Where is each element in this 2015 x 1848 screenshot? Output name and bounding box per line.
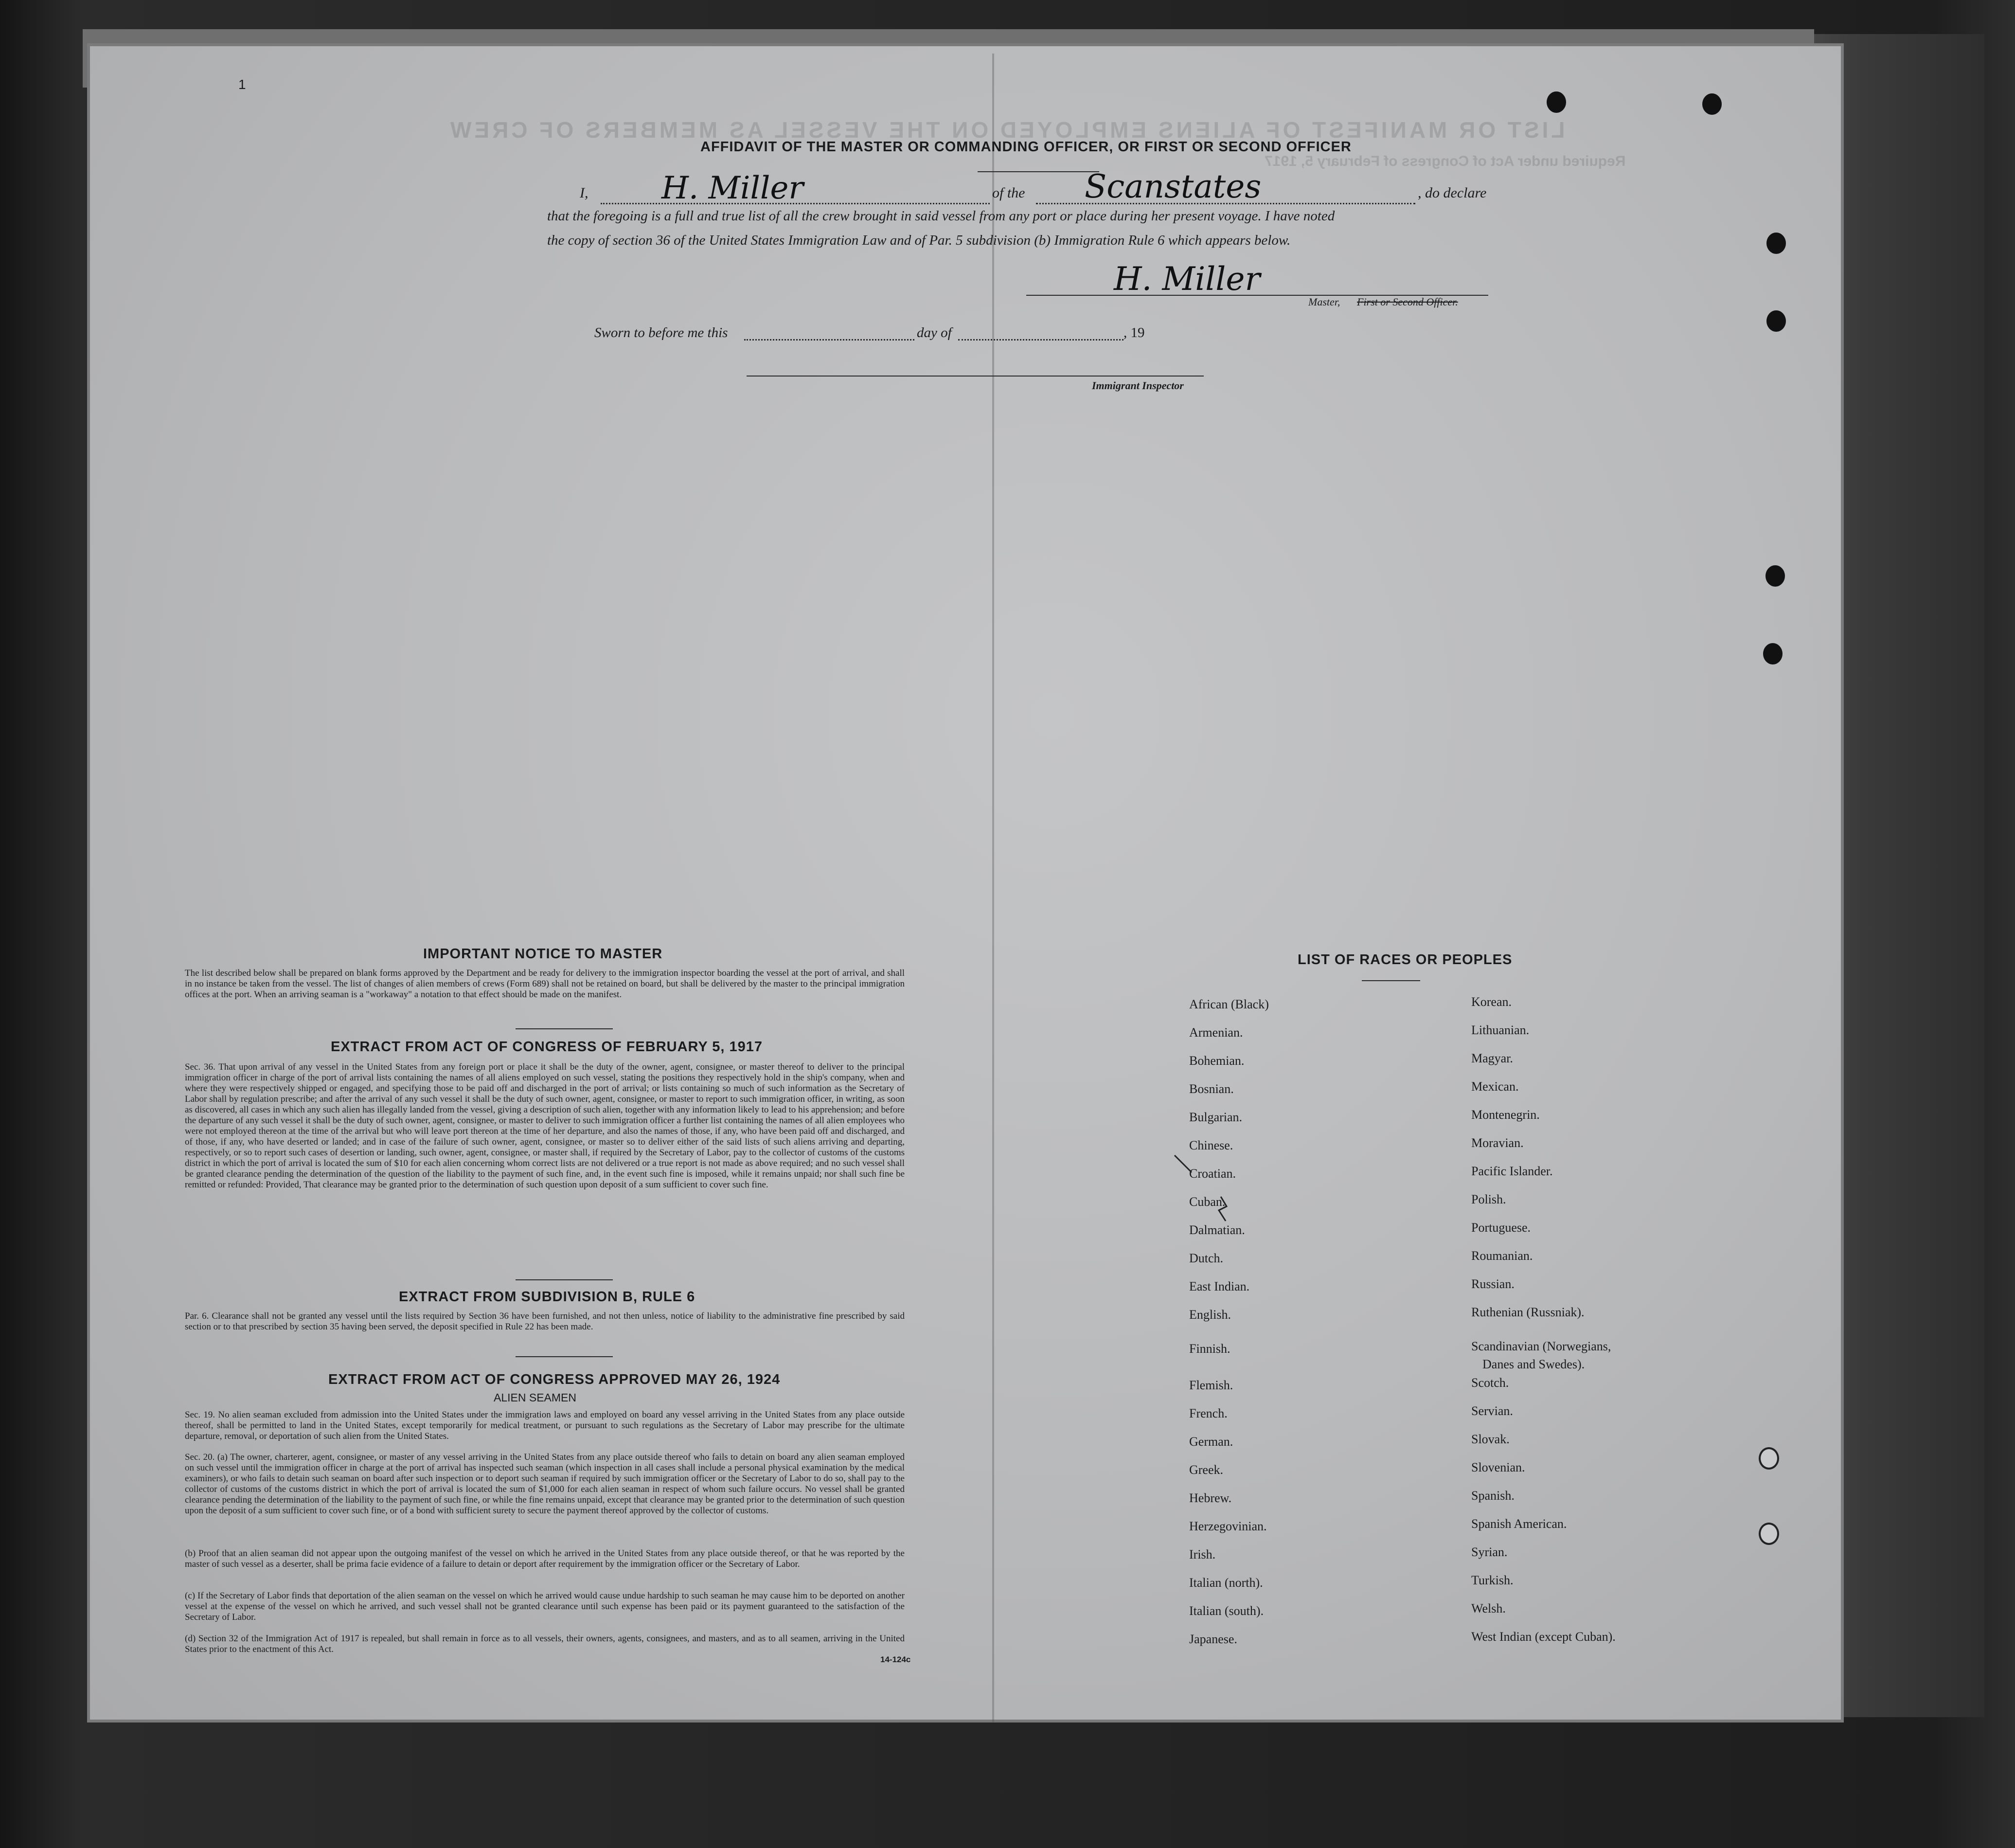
extract-1924-sec20a: Sec. 20. (a) The owner, charterer, agent, consignee, or master of any vessel arriving in the United States from any place outside thereof who fails to detain on board any alien seaman employed on such vessel until the immigration officer in charge at the port of arrival has inspected such seaman (which inspection in all cases shall include a personal physical examination by the medical examiners), or who fails to detain such seaman on board after such inspection or to deport such seaman if required by such immigration officer or the Secretary of Labor to do so, shall pay to the collector of customs of the customs district in which the port of arrival is located the sum of $1,000 for each alien seaman in respect of whom such failure occurs. No vessel shall be granted clearance pending the determination of the liability to the payment of such fine, or while the fine remains unpaid, except that clearance may be granted prior to the determination of such question upon the deposit of a sum sufficient to cover such fine, or of a bond with sufficient surety to secure the payment thereof approved by the collector of customs. (185, 1452, 905, 1516)
struck-officer-label: First or Second Officer. (1357, 296, 1458, 308)
race-item: Herzegovinian. (1189, 1519, 1267, 1533)
race-item: Irish. (1189, 1547, 1216, 1561)
race-item: Polish. (1471, 1192, 1506, 1206)
vessel-name-handwritten: Scanstates (1085, 168, 1262, 205)
title-rule (978, 171, 1099, 172)
race-item: Italian (south). (1189, 1604, 1264, 1618)
race-item: Armenian. (1189, 1025, 1243, 1040)
race-item: Finnish. (1189, 1342, 1230, 1356)
pencil-mark-icon (1172, 1153, 1230, 1226)
race-item: Turkish. (1471, 1573, 1514, 1587)
extract-1924-sec20d: (d) Section 32 of the Immigration Act of 1917 is repealed, but shall remain in force as to all vessels, their owners, agents, consignees, and masters, and as to all seamen, arriving in the United States prior to the enactment of this Act. (185, 1633, 905, 1654)
race-item: Moravian. (1471, 1136, 1524, 1150)
day-of-label: day of (917, 325, 952, 341)
master-label: Master, (1308, 296, 1340, 308)
affidavit-title: AFFIDAVIT OF THE MASTER OR COMMANDING OFFICER, OR FIRST OR SECOND OFFICER (700, 139, 1352, 155)
affidavit-line-3: the copy of section 36 of the United States Immigration Law and of Par. 5 subdivision (b) Immigration Rule 6 which appears below. (547, 233, 1291, 248)
race-item: Welsh. (1471, 1601, 1506, 1615)
race-item: Scotch. (1471, 1376, 1509, 1390)
race-item: Bohemian. (1189, 1054, 1245, 1068)
race-item: Lithuanian. (1471, 1023, 1530, 1037)
notice-title: IMPORTANT NOTICE TO MASTER (423, 946, 663, 962)
sworn-month-line (958, 339, 1123, 341)
race-item: Cuban. (1189, 1195, 1226, 1209)
race-item: German. (1189, 1435, 1233, 1449)
bleed-through-subtitle: Required under Act of Congress of February 5, 1917 (1265, 153, 1626, 169)
extract-1924-subtitle: ALIEN SEAMEN (494, 1391, 576, 1404)
race-item: Bulgarian. (1189, 1110, 1243, 1124)
extract-rule6-rule (516, 1356, 613, 1357)
race-item-continuation: Danes and Swedes). (1482, 1357, 1585, 1371)
race-item: Magyar. (1471, 1051, 1513, 1065)
race-item: Bosnian. (1189, 1082, 1234, 1096)
race-item: Dutch. (1189, 1251, 1224, 1265)
race-item: Italian (north). (1189, 1576, 1263, 1590)
extract-rule6-body: Par. 6. Clearance shall not be granted any vessel until the lists required by Section 36 have been furnished, and not then unless, notice of liability to the administrative fine prescribed by said section or to that prescribed by section 35 having been served, the deposit specified in Rule 22 has been made. (185, 1311, 905, 1332)
races-title: LIST OF RACES OR PEOPLES (1298, 952, 1513, 968)
race-item: Mexican. (1471, 1079, 1519, 1094)
master-name-handwritten: H. Miller (661, 170, 803, 206)
sworn-day-line (744, 339, 914, 341)
race-item: Slovenian. (1471, 1460, 1525, 1474)
race-item: Portuguese. (1471, 1220, 1531, 1235)
punch-hole (1763, 643, 1783, 664)
extract-rule6-title: EXTRACT FROM SUBDIVISION B, RULE 6 (399, 1289, 695, 1305)
race-item: Spanish American. (1471, 1517, 1567, 1531)
race-item: Chinese. (1189, 1138, 1233, 1152)
race-item: Servian. (1471, 1404, 1513, 1418)
race-item: Scandinavian (Norwegians, (1471, 1339, 1611, 1353)
race-item: English. (1189, 1308, 1231, 1322)
extract-1924-sec20b: (b) Proof that an alien seaman did not appear upon the outgoing manifest of the vessel on which he arrived in the United States from any place outside thereof, or that he was reported by the master of such vessel as a deserter, shall be prima facie evidence of a failure to detain or deport after requirement by the immigration officer or the Secretary of Labor. (185, 1548, 905, 1569)
affidavit-of-the: of the (992, 185, 1025, 201)
punch-hole (1766, 233, 1786, 254)
race-item: Hebrew. (1189, 1491, 1232, 1505)
extract-1917-title: EXTRACT FROM ACT OF CONGRESS OF FEBRUARY 5, 1917 (331, 1039, 763, 1055)
race-item: Dalmatian. (1189, 1223, 1245, 1237)
race-item: Croatian. (1189, 1166, 1236, 1181)
race-item: Russian. (1471, 1277, 1515, 1291)
sworn-label: Sworn to before me this (594, 325, 728, 341)
extract-1917-body: Sec. 36. That upon arrival of any vessel in the United States from any foreign port or place it shall be the duty of the owner, agent, consignee, or master thereof to deliver to the principal immigration officer in charge of the port of arrival lists containing the names of all aliens employed on such vessel, stating the positions they respectively hold in the ship's company, when and where they were respectively shipped or engaged, and specifying those to be paid off and discharged in the port of arrival; or lists containing so much of such information as the Secretary of Labor shall by regulation prescribe; and after the arrival of any such vessel it shall be the duty of such owner, agent, consignee, or master to report to such immigration officer, in writing, as soon as discovered, all cases in which any such alien has illegally landed from the vessel, giving a description of such alien, together with any information likely to lead to his apprehension; and before the departure of any such vessel it shall be the duty of such owner, agent, consignee, or master to deliver to such immigration officer a further list containing the names of all alien employees who were not employed thereon at the time of the arrival but who will leave port thereon at the time of her departure, and also the names of those, if any, who have been paid off and discharged, and of those, if any, who have deserted or landed; and in case of the failure of such owner, agent, consignee, or master so to deliver either of the said lists of such aliens arriving and departing, respectively, or so to report such cases of desertion or landing, such owner, agent, consignee, or master shall, if required by the Secretary of Labor, pay to the collector of customs of the customs district in which the port of arrival is located the sum of $10 for each alien concerning whom correct lists are not delivered or a true report is not made as above required; and no such vessel shall be granted clearance pending the determination of the question of the liability to the payment of such fine, and, in the event such fine is imposed, while it remains unpaid; nor shall such fine be remitted or refunded: Provided, That clearance may be granted prior to the determination of such question upon deposit of a sum sufficient to cover such fine. (185, 1062, 905, 1190)
notice-rule (516, 1028, 613, 1029)
punch-hole (1759, 1447, 1779, 1470)
punch-hole (1702, 93, 1722, 115)
race-item: Roumanian. (1471, 1249, 1533, 1263)
notice-body: The list described below shall be prepared on blank forms approved by the Department and be ready for delivery to the immigration inspector boarding the vessel at the port of arrival, and shall in no instance be taken from the vessel. The list of changes of alien members of crews (Form 689) shall not be retained on board, but shall be delivered by the master to the principal immigration offices at the port. When an arriving seaman is a "workaway" a notation to that effect should be made on the manifest. (185, 968, 905, 1000)
race-item: Pacific Islander. (1471, 1164, 1553, 1178)
extract-1924-sec19: Sec. 19. No alien seaman excluded from admission into the United States under the immigration laws and employed on board any vessel arriving in the United States from any place outside thereof, shall be permitted to land in the United States, except temporarily for medical treatment, or pursuant to such regulations as the Secretary of Labor may prescribe for the ultimate departure, removal, or deportation of such alien from the United States. (185, 1410, 905, 1441)
page-fold (992, 54, 994, 1722)
punch-hole (1765, 565, 1785, 587)
race-item: West Indian (except Cuban). (1471, 1630, 1616, 1644)
race-item: Japanese. (1189, 1632, 1237, 1646)
form-number: 14-124c (880, 1655, 911, 1664)
punch-hole (1759, 1523, 1779, 1545)
punch-hole (1547, 91, 1566, 113)
race-item: African (Black) (1189, 997, 1269, 1011)
affidavit-line-2: that the foregoing is a full and true list of all the crew brought in said vessel from any port or place during her present voyage. I have noted (547, 208, 1335, 224)
master-signature: H. Miller (1114, 260, 1261, 298)
page-number: 1 (238, 77, 246, 92)
races-title-rule (1362, 980, 1420, 981)
affidavit-i: I, (580, 185, 588, 201)
extract-1924-sec20c: (c) If the Secretary of Labor finds that deportation of the alien seaman on the vessel on which he arrived would cause undue hardship to such seaman he may cause him to be deported on another vessel at the expense of the vessel on which he arrived, and such vessel shall not be granted clearance until such expense has been paid or its payment guaranteed to the satisfaction of the Secretary of Labor. (185, 1591, 905, 1622)
affidavit-declare: , do declare (1418, 185, 1487, 201)
race-item: Syrian. (1471, 1545, 1508, 1559)
race-item: Ruthenian (Russniak). (1471, 1305, 1585, 1319)
inspector-label: Immigrant Inspector (1092, 379, 1184, 392)
race-item: Slovak. (1471, 1432, 1510, 1446)
punch-hole (1766, 310, 1786, 332)
race-item: Greek. (1189, 1463, 1224, 1477)
bleed-through-title: LIST OR MANIFEST OF ALIENS EMPLOYED ON THE VESSEL AS MEMBERS OF CREW (447, 117, 1565, 143)
extract-1924-title: EXTRACT FROM ACT OF CONGRESS APPROVED MAY 26, 1924 (328, 1372, 781, 1387)
year-label: , 19 (1123, 325, 1145, 341)
inspector-line (747, 376, 1204, 377)
race-item: Spanish. (1471, 1489, 1515, 1503)
race-item: French. (1189, 1406, 1228, 1420)
race-item: East Indian. (1189, 1279, 1250, 1293)
race-item: Korean. (1471, 995, 1512, 1009)
race-item: Montenegrin. (1471, 1108, 1540, 1122)
race-item: Flemish. (1189, 1378, 1233, 1392)
extract-1917-rule (516, 1279, 613, 1280)
